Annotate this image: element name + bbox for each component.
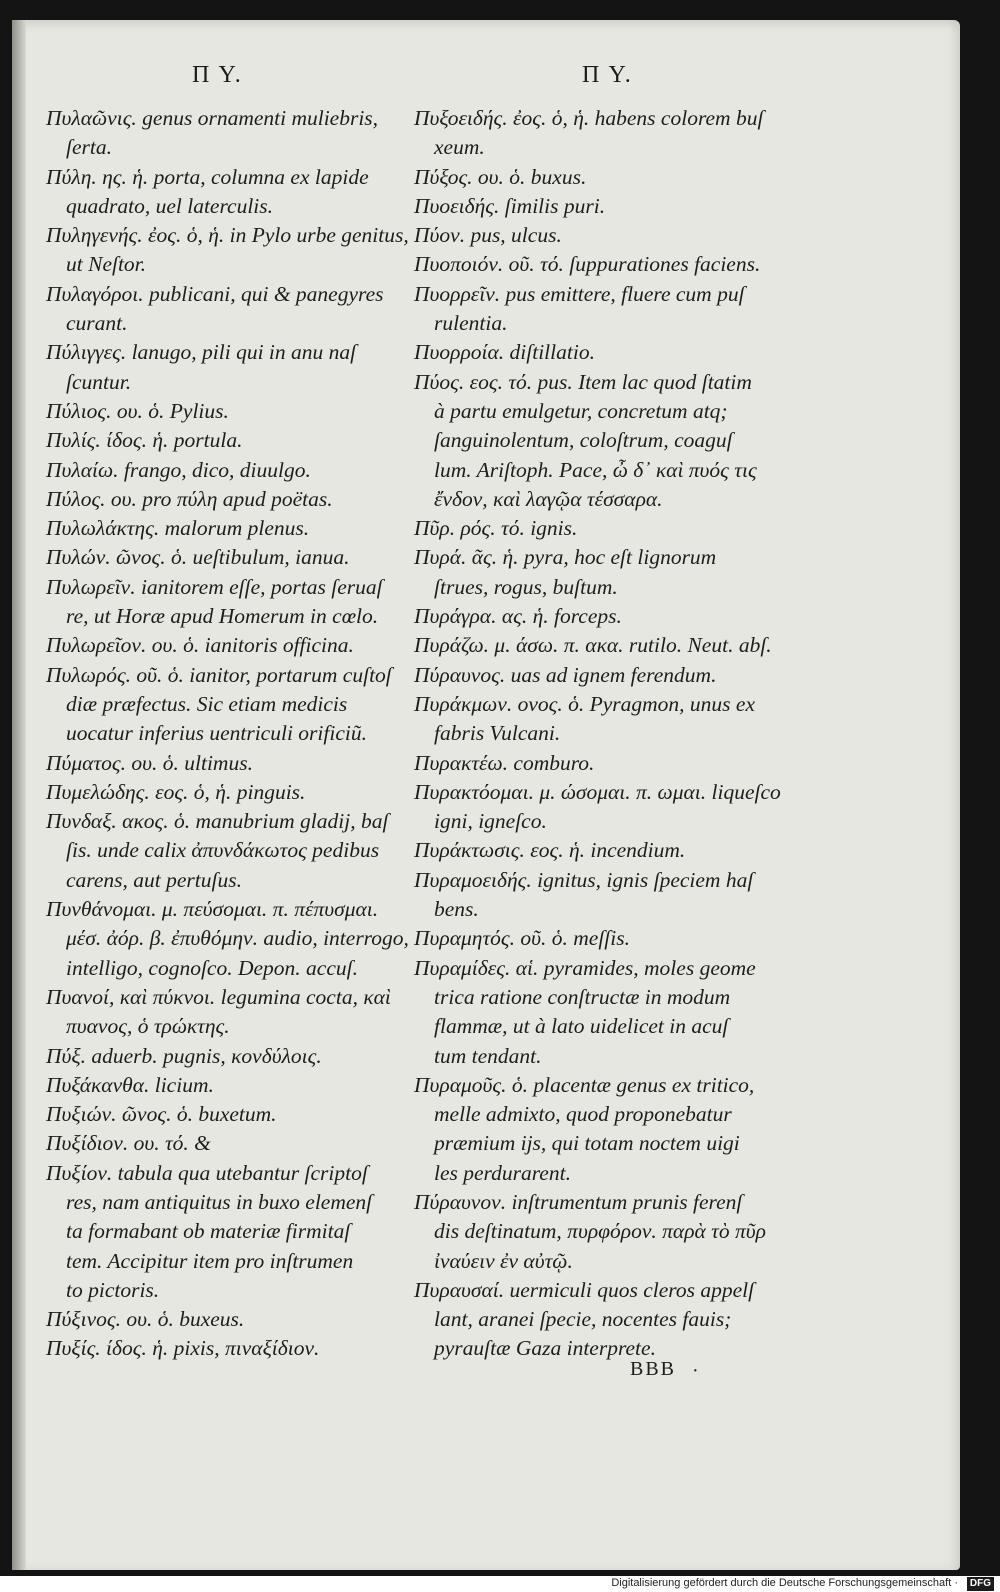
dictionary-entry bbox=[46, 543, 398, 572]
entry-line: Πυορροία. diſtillatio. bbox=[414, 340, 595, 365]
entry-line: Πυράζω. μ. άσω. π. ακα. rutilo. Neut. abſ. bbox=[414, 633, 772, 658]
entry-line: Πυράκτωσις. εος. ἡ. incendium. bbox=[414, 838, 686, 863]
entry-line: ἰναύειν ἐν αὐτῷ. bbox=[434, 1248, 573, 1273]
entry-line: à partu emulgetur, concretum atq; bbox=[434, 398, 728, 423]
entry-line: præmium ijs, qui totam noctem uigi bbox=[434, 1131, 740, 1156]
dictionary-entry bbox=[414, 192, 752, 221]
dictionary-entry bbox=[414, 368, 757, 514]
entry-line: ſtrues, rogus, buſtum. bbox=[434, 574, 618, 599]
entry-line: Πυλωρεῖον. ου. ὁ. ianitoris officina. bbox=[46, 633, 354, 658]
entry-line: quadrato, uel laterculis. bbox=[66, 193, 274, 218]
dictionary-entry bbox=[46, 983, 398, 1042]
entry-line: Πύλος. ου. pro πύλη apud poëtas. bbox=[46, 486, 333, 511]
entry-line: Πυξιών. ῶνος. ὁ. buxetum. bbox=[46, 1102, 277, 1127]
running-head-right: Π Υ. bbox=[582, 62, 633, 88]
entry-line: ἔνδον, καὶ λαγῷα τέσσαρα. bbox=[434, 486, 663, 511]
dictionary-entry bbox=[46, 778, 398, 807]
entry-line: Πύραυνος. uas ad ignem ferendum. bbox=[414, 662, 717, 687]
dictionary-entry bbox=[46, 573, 398, 632]
entry-line: Πυραμοῦς. ὁ. placentæ genus ex tritico, bbox=[414, 1072, 755, 1097]
dictionary-entry bbox=[414, 250, 761, 279]
left-column bbox=[46, 104, 409, 1364]
entry-line: Πύματος. ου. ὁ. ultimus. bbox=[46, 750, 253, 775]
entry-line: carens, aut pertuſus. bbox=[66, 867, 242, 892]
dictionary-entry bbox=[46, 1129, 398, 1158]
entry-line: Πυοποιόν. οῦ. τό. ſuppurationes faciens. bbox=[414, 252, 761, 277]
dictionary-entry bbox=[414, 924, 752, 953]
entry-line: Πυμελώδης. εος. ὁ, ἡ. pinguis. bbox=[46, 779, 306, 804]
dictionary-entry bbox=[46, 338, 398, 397]
dictionary-entry bbox=[46, 895, 409, 983]
dictionary-entry bbox=[46, 749, 398, 778]
entry-line: uocatur inferius uentriculi orificiũ. bbox=[66, 721, 367, 746]
entry-line: lum. Ariſtoph. Pace, ὦ δ᾽ καὶ πυός τις bbox=[434, 457, 757, 482]
entry-line: Πυράγρα. ας. ἡ. forceps. bbox=[414, 604, 622, 629]
entry-line: Πυλών. ῶνος. ὁ. ueſtibulum, ianua. bbox=[46, 545, 350, 570]
dictionary-entry bbox=[46, 456, 398, 485]
entry-line: lant, aranei ſpecie, nocentes fauis; bbox=[434, 1307, 732, 1332]
entry-line: intelligo, cognoſco. Depon. accuſ. bbox=[66, 955, 358, 980]
dictionary-entry bbox=[414, 221, 752, 250]
entry-line: ſerta. bbox=[66, 135, 112, 160]
dictionary-entry bbox=[46, 163, 398, 222]
dictionary-entry bbox=[46, 426, 398, 455]
footer-credit: Digitalisierung gefördert durch die Deutsche Forschungsgemeinschaft · bbox=[611, 1577, 958, 1589]
entry-line: Πυξίδιον. ου. τό. & bbox=[46, 1131, 211, 1156]
entry-line: Πύξινος. ου. ὁ. buxeus. bbox=[46, 1307, 245, 1332]
entry-line: igni, igneſco. bbox=[434, 809, 547, 834]
entry-line: Πυλωρός. οῦ. ὁ. ianitor, portarum cuſtoſ bbox=[46, 662, 392, 687]
dictionary-entry bbox=[46, 397, 398, 426]
entry-line: ſis. unde calix ἀπυνδάκωτος pedibus bbox=[66, 838, 380, 863]
entry-line: Πυρακτόομαι. μ. ώσομαι. π. ωμαι. liqueſco bbox=[414, 779, 781, 804]
dictionary-entry bbox=[46, 1042, 398, 1071]
entry-line: flammæ, ut à lato uidelicet in acuſ bbox=[434, 1014, 729, 1039]
dictionary-entry bbox=[46, 1334, 398, 1363]
dictionary-entry bbox=[414, 280, 752, 339]
signature-mark: BBB bbox=[630, 1358, 677, 1380]
entry-line: Πυρακτέω. comburo. bbox=[414, 750, 595, 775]
dictionary-entry bbox=[46, 104, 398, 163]
dictionary-entry bbox=[414, 954, 756, 1071]
entry-line: Πυλαίω. frango, dico, diuulgo. bbox=[46, 457, 311, 482]
dictionary-entry bbox=[414, 163, 752, 192]
dictionary-entry bbox=[414, 602, 752, 631]
entry-line: Πυλωλάκτης. malorum plenus. bbox=[46, 516, 310, 541]
entry-line: Πυρά. ᾶς. ἡ. pyra, hoc eſt lignorum bbox=[414, 545, 717, 570]
entry-line: Πύξ. aduerb. pugnis, κονδύλοις. bbox=[46, 1043, 322, 1068]
dictionary-entry bbox=[46, 1071, 398, 1100]
entry-line: Πύλη. ης. ἡ. porta, columna ex lapide bbox=[46, 164, 369, 189]
dictionary-entry bbox=[46, 1305, 398, 1334]
dictionary-entry bbox=[414, 1276, 755, 1364]
entry-line: re, ut Horæ apud Homerum in cœlo. bbox=[66, 604, 379, 629]
entry-line: ſcuntur. bbox=[66, 369, 132, 394]
signature-dot: · bbox=[692, 1360, 699, 1382]
entry-line: Πυξοειδής. ἐος. ὁ, ἡ. habens colorem buſ bbox=[414, 106, 764, 130]
entry-line: Πυξίς. ίδος. ἡ. pixis, πιναξίδιον. bbox=[46, 1336, 320, 1361]
dictionary-entry bbox=[414, 338, 752, 367]
entry-line: diæ præfectus. Sic etiam medicis bbox=[66, 691, 348, 716]
entry-line: fabris Vulcani. bbox=[434, 721, 561, 746]
entry-line: Πυράκμων. ονος. ὁ. Pyragmon, unus ex bbox=[414, 691, 755, 716]
dfg-logo: DFG bbox=[967, 1577, 994, 1591]
dictionary-entry bbox=[46, 514, 398, 543]
entry-line: Πυνθάνομαι. μ. πεύσομαι. π. πέπυσμαι. bbox=[46, 897, 379, 922]
dictionary-entry bbox=[414, 836, 752, 865]
dictionary-entry bbox=[414, 866, 752, 925]
dictionary-entry bbox=[414, 749, 752, 778]
entry-line: Πυραυσαί. uermiculi quos cleros appelſ bbox=[414, 1277, 755, 1302]
dictionary-entry bbox=[46, 661, 398, 749]
dictionary-entry bbox=[414, 543, 752, 602]
entry-line: Πυλαῶνις. genus ornamenti muliebris, bbox=[46, 106, 379, 130]
entry-line: tem. Accipitur item pro inſtrumen bbox=[66, 1248, 354, 1273]
entry-line: Πυορρεῖν. pus emittere, fluere cum puſ bbox=[414, 281, 745, 306]
entry-line: Πύλιγγες. lanugo, pili qui in anu naſ bbox=[46, 340, 357, 365]
right-column bbox=[414, 104, 781, 1364]
entry-line: tum tendant. bbox=[434, 1043, 542, 1068]
dictionary-entry bbox=[414, 1071, 755, 1188]
entry-line: Πυραμοειδής. ignitus, ignis ſpeciem haſ bbox=[414, 867, 754, 892]
entry-line: Πυοειδής. ſimilis puri. bbox=[414, 193, 606, 218]
entry-line: rulentia. bbox=[434, 311, 508, 336]
entry-line: Πύον. pus, ulcus. bbox=[414, 223, 562, 248]
footer-bar bbox=[0, 1576, 1000, 1592]
entry-line: trica ratione conſtructæ in modum bbox=[434, 984, 731, 1009]
dictionary-entry bbox=[46, 1100, 398, 1129]
entry-line: Πυξάκανθα. licium. bbox=[46, 1072, 214, 1097]
dictionary-entry bbox=[414, 514, 752, 543]
entry-line: dis deſtinatum, πυρφόρον. παρὰ τὸ πῦρ bbox=[434, 1219, 766, 1244]
entry-line: res, nam antiquitus in buxo elemenſ bbox=[66, 1189, 373, 1214]
entry-line: Πύλιος. ου. ὁ. Pylius. bbox=[46, 398, 229, 423]
entry-line: curant. bbox=[66, 311, 128, 336]
entry-line: ut Neſtor. bbox=[66, 252, 147, 277]
entry-line: Πυανοί, καὶ πύκνοι. legumina cocta, καὶ bbox=[46, 984, 391, 1009]
entry-line: Πυλίς. ίδος. ἡ. portula. bbox=[46, 428, 243, 453]
dictionary-entry bbox=[414, 104, 764, 163]
entry-line: Πυραμίδες. αἱ. pyramides, moles geome bbox=[414, 955, 756, 980]
entry-line: les perdurarent. bbox=[434, 1160, 571, 1185]
entry-line: Πυληγενής. ἐος. ὁ, ἡ. in Pylo urbe genitus, bbox=[46, 223, 409, 248]
dictionary-entry bbox=[46, 1159, 398, 1305]
entry-line: πυανος, ὁ τρώκτης. bbox=[66, 1014, 230, 1039]
entry-line: Πῦρ. ρός. τό. ignis. bbox=[414, 516, 578, 541]
dictionary-entry bbox=[46, 485, 398, 514]
entry-line: Πυλαγόροι. publicani, qui & panegyres bbox=[46, 281, 384, 306]
entry-line: Πυνδαξ. ακος. ὁ. manubrium gladij, baſ bbox=[46, 809, 389, 834]
dictionary-entry bbox=[46, 221, 409, 280]
entry-line: ſanguinolentum, coloſtrum, coaguſ bbox=[434, 428, 733, 453]
entry-line: bens. bbox=[434, 897, 479, 922]
page-gutter-shadow bbox=[12, 20, 26, 1570]
entry-line: Πύος. εος. τό. pus. Item lac quod ſtatim bbox=[414, 369, 752, 394]
entry-line: μέσ. ἀόρ. β. ἐπυθόμην. audio, interrogo, bbox=[66, 926, 409, 951]
dictionary-entry bbox=[46, 280, 398, 339]
dictionary-entry bbox=[414, 778, 781, 837]
entry-line: Πυλωρεῖν. ianitorem eſſe, portas ſeruaſ bbox=[46, 574, 383, 599]
entry-line: pyrauſtæ Gaza interprete. bbox=[434, 1336, 656, 1361]
dictionary-entry bbox=[46, 631, 398, 660]
dictionary-entry bbox=[46, 807, 398, 895]
entry-line: to pictoris. bbox=[66, 1277, 160, 1302]
entry-line: melle admixto, quod proponebatur bbox=[434, 1102, 732, 1127]
entry-line: Πύραυνον. inſtrumentum prunis ferenſ bbox=[414, 1189, 743, 1214]
dictionary-entry bbox=[414, 661, 752, 690]
entry-line: xeum. bbox=[434, 135, 485, 160]
dictionary-entry bbox=[414, 1188, 766, 1276]
entry-line: Πυραμητός. οῦ. ὁ. meſſis. bbox=[414, 926, 630, 951]
entry-line: ta formabant ob materiæ firmitaſ bbox=[66, 1219, 351, 1244]
dictionary-entry bbox=[414, 631, 772, 660]
running-head-left: Π Υ. bbox=[192, 62, 243, 88]
entry-line: Πυξίον. tabula qua utebantur ſcriptoſ bbox=[46, 1160, 368, 1185]
entry-line: Πύξος. ου. ὁ. buxus. bbox=[414, 164, 587, 189]
dictionary-entry bbox=[414, 690, 755, 749]
